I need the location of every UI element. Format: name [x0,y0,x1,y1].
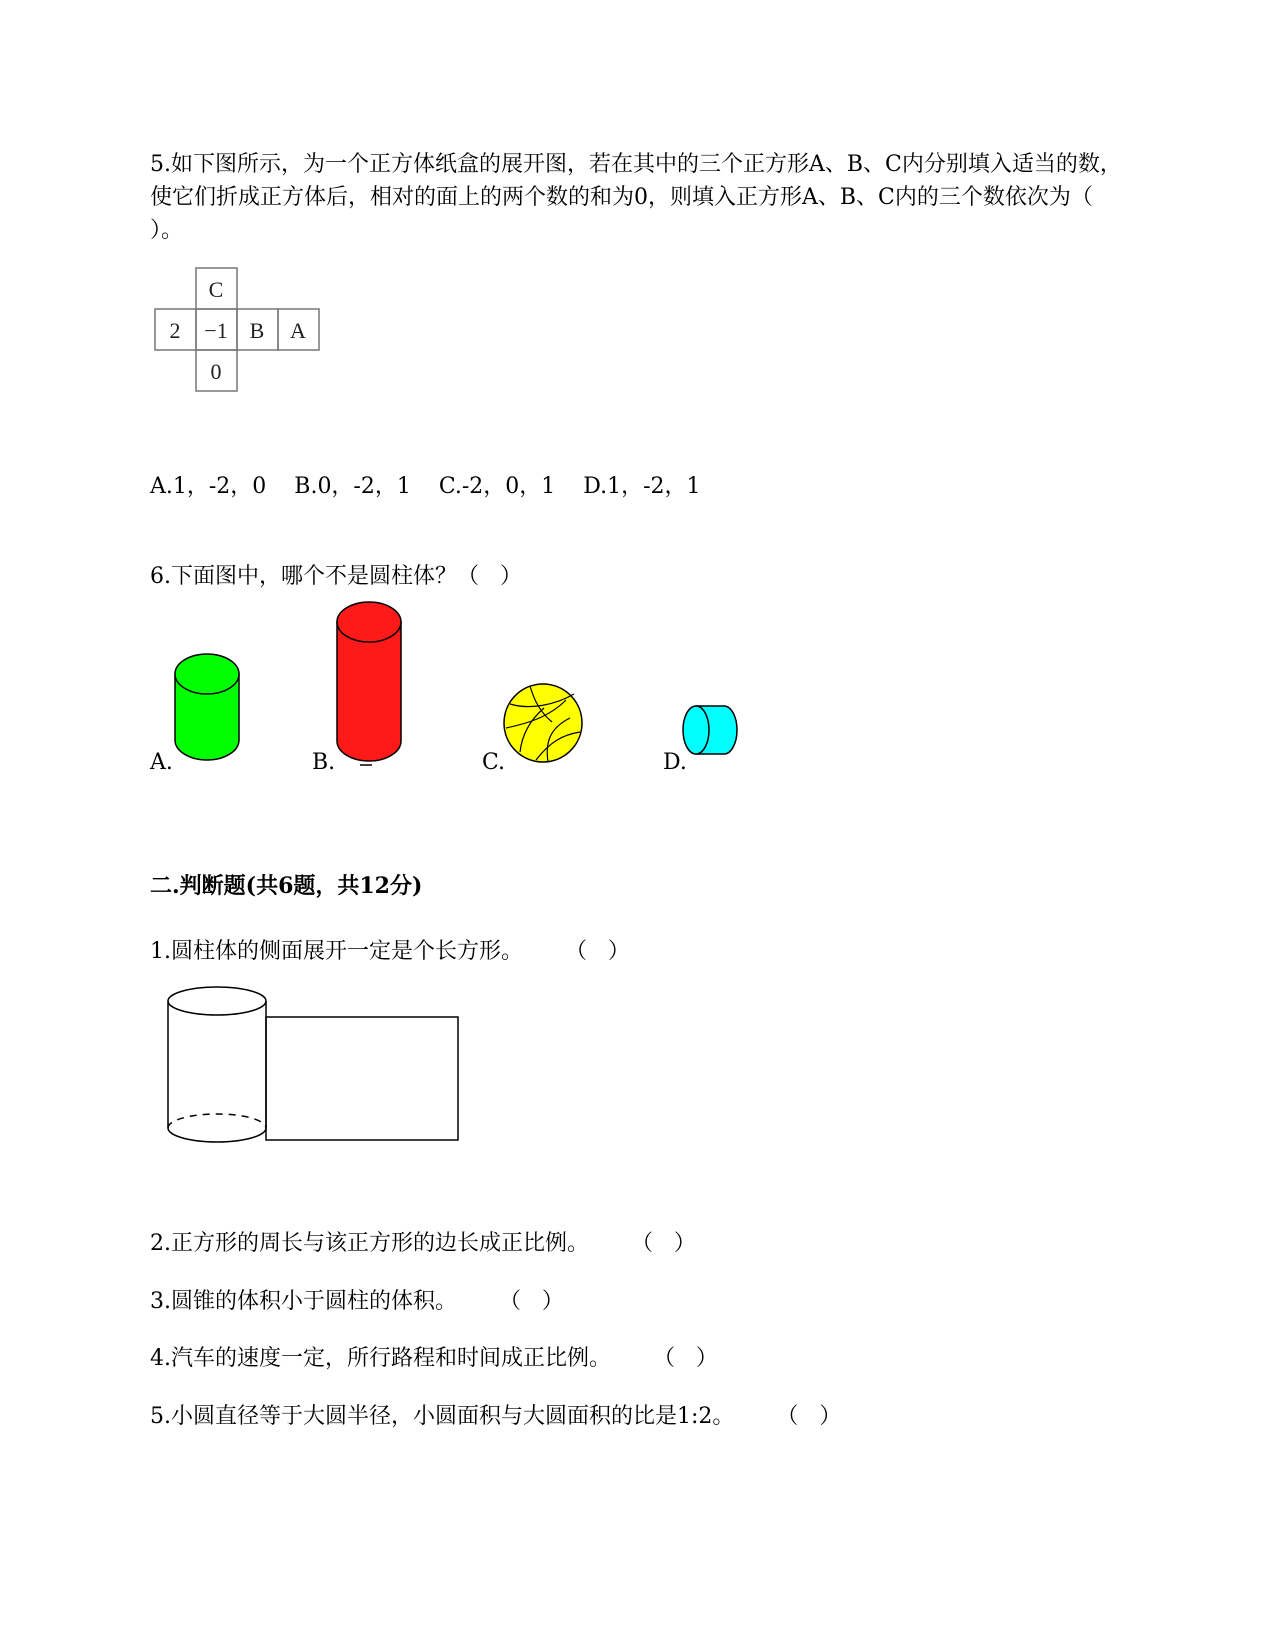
judge-question-3: 3.圆锥的体积小于圆柱的体积。 （ ） [150,1289,564,1314]
yellow-ball [500,680,586,766]
option-b-label: B. [312,750,336,775]
question-6-text: 6.下面图中，哪个不是圆柱体？（ ） [150,564,522,589]
section-2-title: 二.判断题(共6题，共12分) [150,873,423,899]
option-c-label: C. [482,750,506,775]
red-cylinder [334,598,404,768]
judge-question-4: 4.汽车的速度一定，所行路程和时间成正比例。 （ ） [150,1346,718,1371]
question-5-text: 5.如下图所示，为一个正方体纸盒的展开图，若在其中的三个正方形A、B、C内分别填入适当的数，使它们折成正方体后，相对的面上的两个数的和为0，则填入正方形A、B、C内的三个数依次为（ ）。 [150,152,1122,243]
net-cell-minus1: −1 [204,318,228,343]
judge-question-5: 5.小圆直径等于大圆半径，小圆面积与大圆面积的比是1:2。 （ ） [150,1404,842,1429]
net-cell-b: B [249,318,265,343]
green-cylinder [172,648,242,766]
net-cell-a: A [290,318,306,343]
option-d-label: D. [663,750,687,775]
judge-question-2: 2.正方形的周长与该正方形的边长成正比例。 （ ） [150,1231,696,1256]
cube-net-figure [150,265,330,400]
option-a-label: A. [150,750,173,775]
net-cell-2: 2 [169,318,181,343]
cylinder-unfold-figure [165,985,465,1150]
cyan-cylinder [680,703,740,759]
judge-question-1: 1.圆柱体的侧面展开一定是个长方形。 （ ） [150,939,630,964]
net-cell-c: C [208,277,224,302]
question-5-options: A.1，-2，0 B.0，-2，1 C.-2，0，1 D.1，-2，1 [150,474,701,499]
net-cell-0: 0 [210,359,222,384]
